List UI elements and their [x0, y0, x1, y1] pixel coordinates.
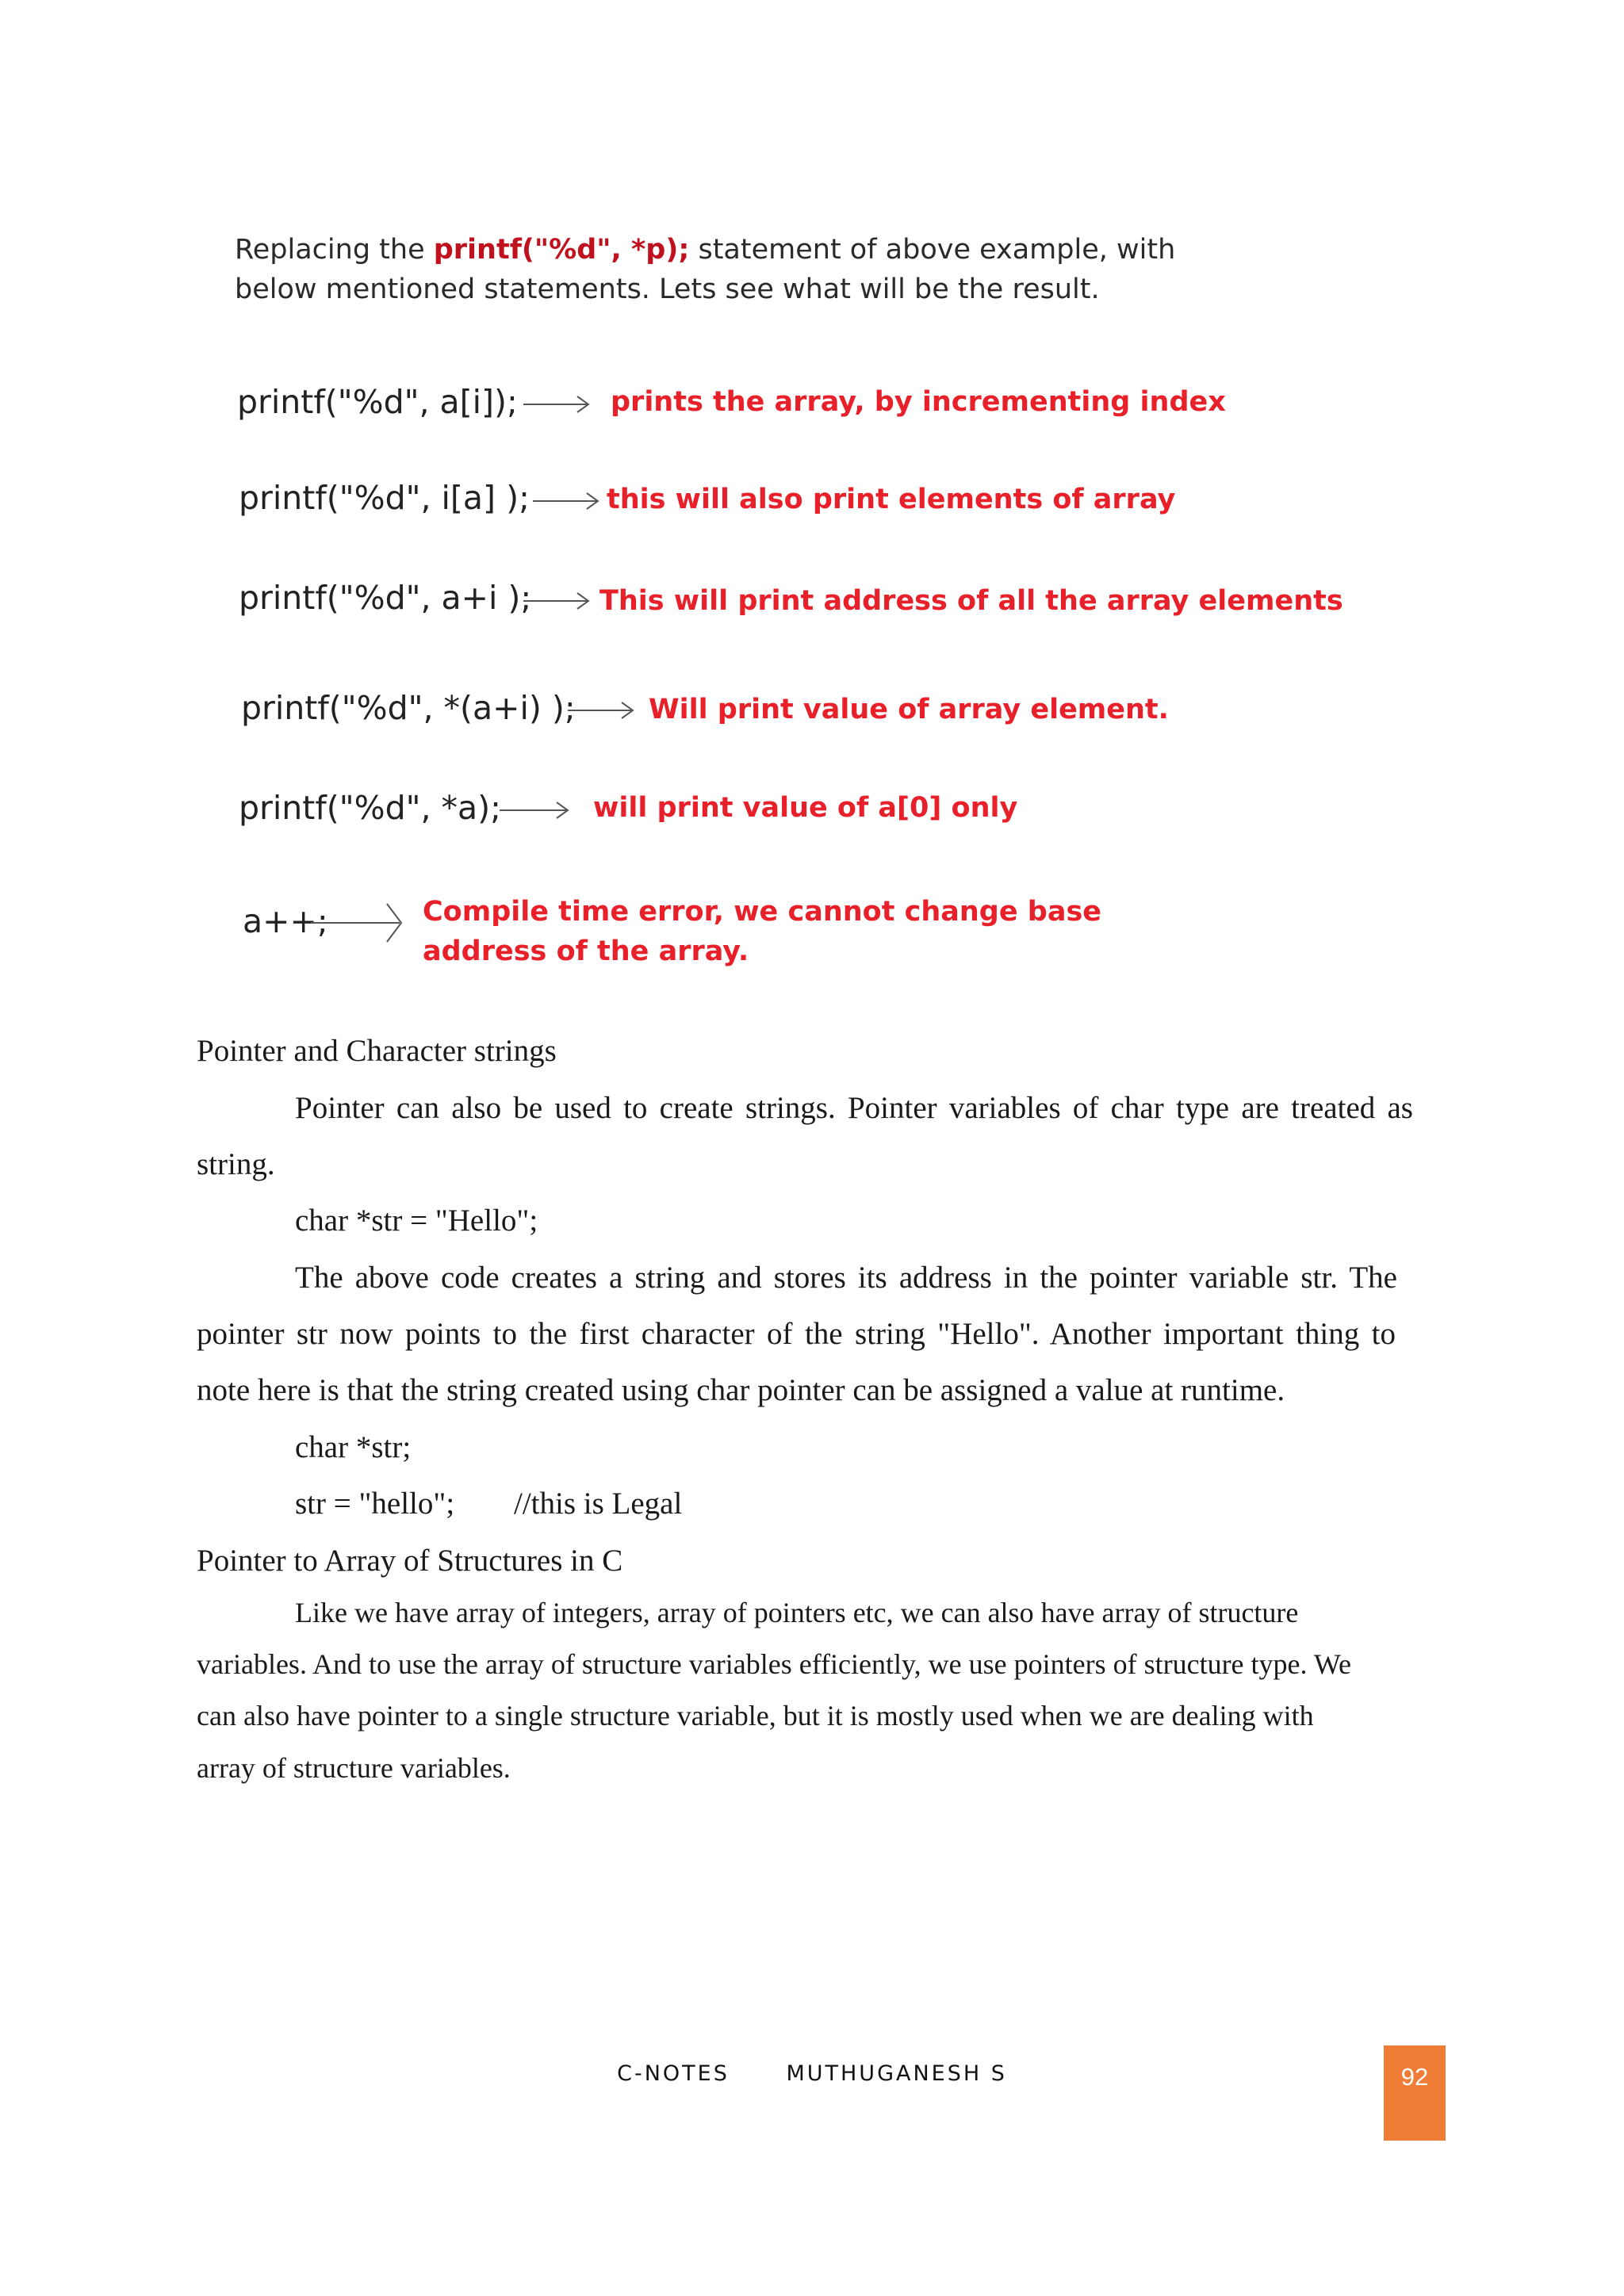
- page-number: 92: [1384, 2045, 1446, 2141]
- paragraph-line: The above code creates a string and stores its address in the pointer variable str. The: [295, 1261, 1397, 1295]
- arrow-icon: [568, 699, 636, 721]
- section-heading-array-of-structures: Pointer to Array of Structures in C: [197, 1544, 623, 1578]
- paragraph-line: Pointer can also be used to create strings. Pointer variables of char type are treated as: [295, 1091, 1413, 1125]
- paragraph-line: string.: [197, 1147, 275, 1181]
- paragraph-line: Like we have array of integers, array of pointers etc, we can also have array of structure: [295, 1597, 1299, 1628]
- arrow-icon: [523, 590, 592, 612]
- paragraph-line: note here is that the string created using char pointer can be assigned a value at runtime.: [197, 1373, 1285, 1407]
- code-example: char *str;: [295, 1430, 412, 1464]
- arrow-icon: [311, 899, 406, 947]
- paragraph-line: can also have pointer to a single structure variable, but it is mostly used when we are dealing with: [197, 1700, 1314, 1732]
- arrow-icon: [523, 393, 592, 415]
- code-line-4: printf("%d", *(a+i) );: [241, 689, 576, 727]
- code-line-2: printf("%d", i[a] );: [239, 479, 530, 517]
- footer-title: C-NOTES: [617, 2061, 730, 2086]
- code-example: char *str = "Hello";: [295, 1203, 538, 1238]
- intro-post: statement of above example, with below mentioned statements. Lets see what will be the result.: [235, 234, 1176, 305]
- note-3: This will print address of all the array elements: [599, 585, 1343, 617]
- arrow-icon: [533, 490, 601, 512]
- paragraph-line: array of structure variables.: [197, 1752, 511, 1784]
- note-4: Will print value of array element.: [649, 694, 1169, 725]
- section-heading-character-strings: Pointer and Character strings: [197, 1034, 557, 1068]
- paragraph-line: variables. And to use the array of structure variables efficiently, we use pointers of structure type. We: [197, 1648, 1351, 1680]
- intro-code: printf("%d", *p);: [433, 234, 690, 266]
- footer: [0, 2061, 1624, 2086]
- code-example: str = "hello";: [295, 1487, 455, 1521]
- note-2: this will also print elements of array: [607, 484, 1176, 515]
- code-line-1: printf("%d", a[i]);: [237, 383, 518, 421]
- code-line-6: a++;: [243, 902, 328, 940]
- arrow-icon: [500, 799, 571, 821]
- code-comment: //this is Legal: [514, 1487, 683, 1521]
- code-line-3: printf("%d", a+i );: [239, 579, 532, 617]
- code-line-5: printf("%d", *a);: [239, 789, 501, 827]
- note-1: prints the array, by incrementing index: [611, 386, 1226, 418]
- paragraph-line: pointer str now points to the first character of the string "Hello". Another important thing to: [197, 1317, 1396, 1351]
- intro-text: [235, 230, 1266, 309]
- note-5: will print value of a[0] only: [593, 792, 1018, 824]
- note-6: Compile time error, we cannot change base address of the array.: [423, 896, 1102, 967]
- intro-pre: Replacing the: [235, 234, 434, 266]
- footer-author: MUTHUGANESH S: [786, 2061, 1007, 2086]
